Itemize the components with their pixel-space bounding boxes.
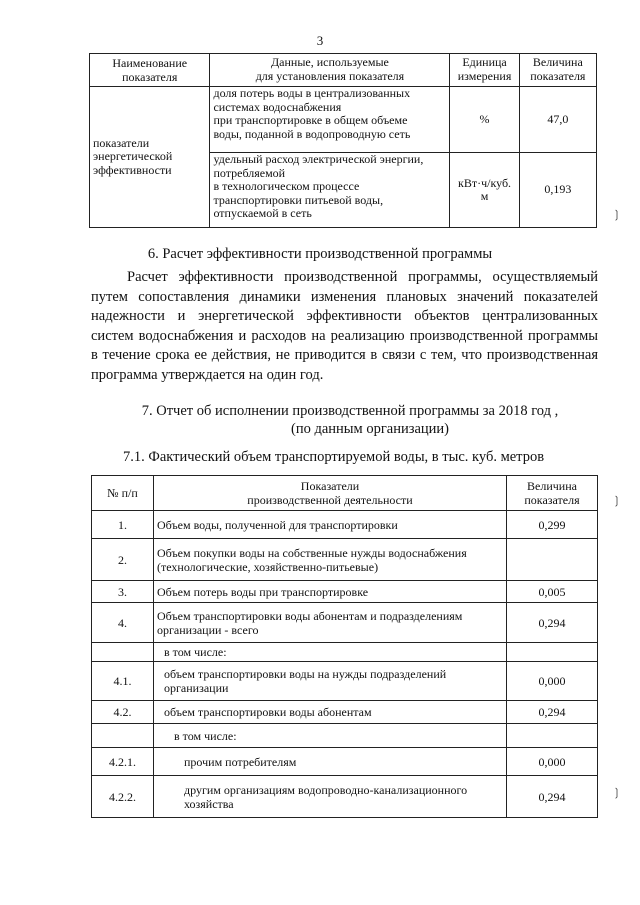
page-number: 3 bbox=[316, 33, 324, 48]
unit-cell: % bbox=[450, 87, 519, 153]
header-unit: Единица измерения bbox=[450, 54, 519, 87]
section-7-1-heading: 7.1. Фактический объем транспортируемой воды, в тыс. куб. метров bbox=[123, 449, 545, 465]
scan-mark: ❳ bbox=[612, 209, 622, 221]
value-cell: 47,0 bbox=[519, 87, 596, 153]
energy-efficiency-table bbox=[89, 53, 597, 228]
table-header-row bbox=[92, 476, 598, 511]
data-cell: доля потерь воды в централизованных системах водоснабжения при транспортировке в общем объеме воды, поданной в водопроводную сеть bbox=[210, 87, 450, 153]
header-value: Величина показателя bbox=[519, 54, 596, 87]
table-row: в том числе: bbox=[92, 643, 598, 662]
table-row: в том числе: bbox=[92, 724, 598, 748]
indicator-name-cell: показатели энергетической эффективности bbox=[90, 87, 210, 228]
table-row: 1. Объем воды, полученной для транспортировки 0,299 bbox=[92, 511, 598, 539]
data-cell: удельный расход электрической энергии, потребляемой в технологическом процессе транспортировки питьевой воды, отпускаемой в сеть bbox=[210, 153, 450, 228]
table-row: 4.2.2. другим организациям водопроводно-канализационного хозяйства 0,294 bbox=[92, 776, 598, 818]
water-volume-table bbox=[91, 475, 598, 818]
header-name: Показатели производственной деятельности bbox=[154, 476, 507, 511]
table-header-row bbox=[90, 54, 597, 87]
header-value: Величина показателя bbox=[507, 476, 598, 511]
table-row: 3. Объем потерь воды при транспортировке 0,005 bbox=[92, 581, 598, 603]
header-data: Данные, используемые для установления показателя bbox=[210, 54, 450, 87]
table-row: 4.1. объем транспортировки воды на нужды подразделений организации 0,000 bbox=[92, 662, 598, 701]
table-row bbox=[90, 87, 597, 153]
table-row: 2. Объем покупки воды на собственные нужды водоснабжения (технологические, хозяйственно-питьевые) bbox=[92, 539, 598, 581]
table-row: 4.2.1. прочим потребителям 0,000 bbox=[92, 748, 598, 776]
section-7-heading: 7. Отчет об исполнении производственной программы за 2018 год , bbox=[141, 403, 559, 419]
header-num: № п/п bbox=[92, 476, 154, 511]
scan-mark: ❳ bbox=[612, 787, 622, 799]
scan-mark: ❳ bbox=[612, 495, 622, 507]
table-row: 4.2. объем транспортировки воды абонентам 0,294 bbox=[92, 701, 598, 724]
header-indicator: Наименование показателя bbox=[90, 54, 210, 87]
section-6-paragraph: Расчет эффективности производственной программы, осуществляемый путем сопоставления динамики изменения плановых значений показателей надежности и энергетической эффективности объектов централизованных систем водоснабжения и расходов на реализацию производственной программы в течение срока ее действия, не приводится в связи с тем, что производственная программа утверждается на один год. bbox=[91, 269, 598, 383]
value-cell: 0,193 bbox=[519, 153, 596, 228]
table-row: 4. Объем транспортировки воды абонентам и подразделениям организации - всего 0,294 bbox=[92, 603, 598, 643]
section-6-heading: 6. Расчет эффективности производственной программы bbox=[147, 246, 493, 262]
unit-cell: кВт·ч/куб. м bbox=[450, 153, 519, 228]
section-7-heading-note: (по данным организации) bbox=[290, 421, 449, 437]
